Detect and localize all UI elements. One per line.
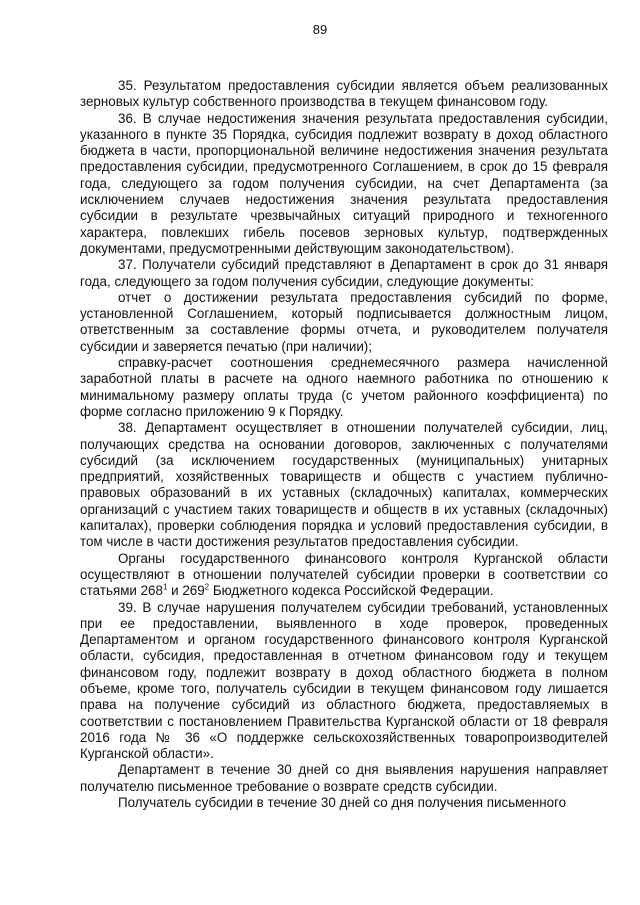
paragraph-36: 36. В случае недостижения значения результата предоставления субсидии, указанного в пункте 35 Порядка, субсидия подлежит возврату в доход областного бюджета в части, пропорциональной величине недостижения значения результата предоставления субсидии, предусмотренного Соглашением, в срок до 15 февраля года, следующего за годом получения субсидии, на счет Департамента (за исключением случаев недостижения значения результата предоставления субсидии в результате чрезвычайных ситуаций природного и техногенного характера, повлекших гибель посевов зерновых культур, подтвержденных документами, предусмотренными действующим законодательством). [80,110,608,256]
paragraph-37: 37. Получатели субсидий представляют в Департамент в срок до 31 января года, следующего за годом получения субсидии, следующие документы: [80,257,608,289]
paragraph-39: 39. В случае нарушения получателем субсидии требований, установленных при ее предоставлении, выявленного в ходе проверок, проведенных Департаментом и органом государственного финансового контроля Курганской области, субсидия, предоставленная в отчетном финансовом году и текущем финансовом году, подлежит возврату в доход областного бюджета в полном объеме, кроме того, получатель субсидии в текущем финансовом году лишается права на получение субсидий из областного бюджета, предоставляемых в соответствии с постановлением Правительства Курганской области от 18 февраля 2016 года № 36 «О поддержке сельскохозяйственных товаропроизводителей Курганской области». [80,599,608,762]
paragraph-38-control-start: Органы государственного финансового контроля Курганской области осуществляют в отношении получателей субсидии проверки в соответствии со статьями 268 [80,550,608,599]
paragraph-39-return: Получатель субсидии в течение 30 дней со дня получения письменного [118,795,567,811]
document-body [80,78,608,811]
paragraph-37-report: отчет о достижении результата предоставления субсидий по форме, установленной Соглашением, который подписывается должностным лицом, ответственным за составление формы отчета, и руководителем получателя субсидии и заверяется печатью (при наличии); [80,289,608,354]
superscript-1: 1 [162,582,168,592]
paragraph-39-notice: Департамент в течение 30 дней со дня выявления нарушения направляет получателю письменное требование о возврате средств субсидии. [80,762,608,794]
paragraph-38: 38. Департамент осуществляет в отношении получателей субсидии, лиц, получающих средства на основании договоров, заключенных с получателями субсидий (за исключением государственных (муниципальных) унитарных предприятий, хозяйственных товариществ и обществ с участием публично-правовых образований в их уставных (складочных) капиталах, коммерческих организаций с участием таких товариществ и обществ в их уставных (складочных) капиталах), проверки соблюдения порядка и условий предоставления субсидии, в том числе в части достижения результатов предоставления субсидии. [80,420,608,550]
paragraph-38-control-end: Бюджетного кодекса Российской Федерации. [209,583,494,599]
paragraph-38-control [80,551,608,600]
paragraph-38-control-mid: и 269 [167,583,205,599]
superscript-2: 2 [204,582,210,592]
paragraph-35: 35. Результатом предоставления субсидии является объем реализованных зерновых культур собственного производства в текущем финансовом году. [80,78,608,110]
page-number: 89 [312,22,328,37]
paragraph-37-certificate: справку-расчет соотношения среднемесячного размера начисленной заработной платы в расчете на одного наемного работника по отношению к минимальному размеру оплаты труда (с учетом районного коэффициента) по форме согласно приложению 9 к Порядку. [80,355,608,419]
